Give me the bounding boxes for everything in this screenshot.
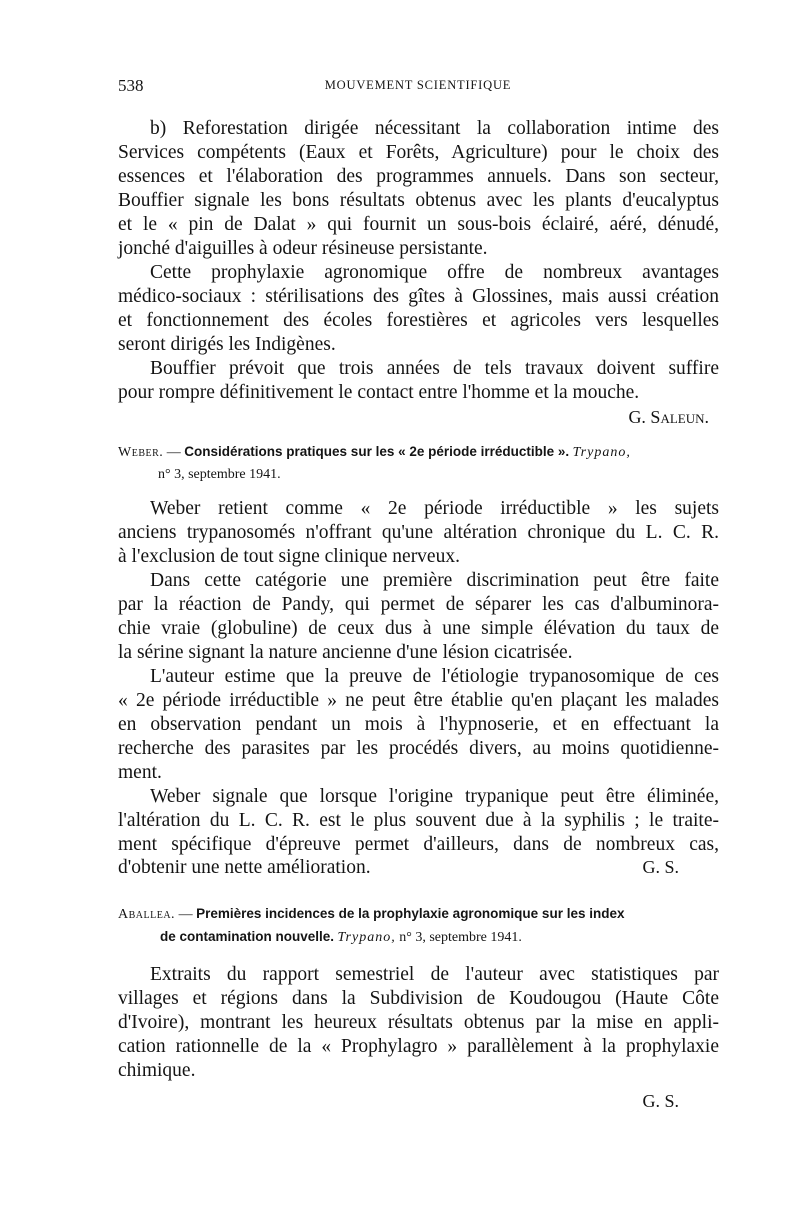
- reference-aballea: [118, 903, 719, 949]
- paragraph-line: Services compétents (Eaux et Forêts, Agriculture) pour le choix des: [118, 142, 719, 163]
- paragraph-line: recherche des parasites par les procédés divers, au moins quotidienne-: [118, 738, 719, 759]
- signature: G. S.: [642, 1091, 679, 1111]
- paragraph-line: cation rationnelle de la « Prophylagro » parallèlement à la prophylaxie: [118, 1036, 719, 1057]
- reference-line: [118, 926, 719, 949]
- section-aballea-review: [118, 963, 719, 1113]
- reference-line: [118, 464, 719, 486]
- reference-details: n° 3, septembre 1941.: [399, 930, 522, 945]
- paragraph-line: en observation pendant un mois à l'hypnoserie, et en effectuant la: [118, 714, 719, 735]
- paragraph-line: b) Reforestation dirigée nécessitant la collaboration intime des: [150, 118, 719, 139]
- paragraph-line: seront dirigés les Indigènes.: [118, 334, 336, 355]
- paragraph-line: jonché d'aiguilles à odeur résineuse persistante.: [118, 238, 488, 259]
- paragraph-line: ment spécifique d'épreuve permet d'ailleurs, dans de nombreux cas,: [118, 834, 719, 855]
- section-weber-review: [118, 497, 719, 879]
- paragraph-line: l'altération du L. C. R. est le plus souvent due à la syphilis ; le traite-: [118, 810, 719, 831]
- paragraph-line: Weber retient comme « 2e période irréductible » les sujets: [150, 498, 719, 519]
- paragraph-line: Cette prophylaxie agronomique offre de nombreux avantages: [150, 262, 719, 283]
- reference-journal: Trypano,: [572, 445, 631, 460]
- paragraph-line: et fonctionnement des écoles forestières et agricoles vers lesquelles: [118, 310, 719, 331]
- paragraph-line: médico-sociaux : stérilisations des gîtes à Glossines, mais aussi création: [118, 286, 719, 307]
- paragraph-line: « 2e période irréductible » ne peut être établie qu'en plaçant les malades: [118, 690, 719, 711]
- reference-journal: Trypano,: [337, 930, 396, 945]
- reference-title: de contamination nouvelle.: [160, 929, 335, 944]
- paragraph-line: d'obtenir une nette amélioration.: [118, 857, 371, 878]
- reference-line: [118, 441, 719, 464]
- signature: G. S.: [642, 857, 679, 877]
- paragraph-line: chimique.: [118, 1060, 196, 1081]
- reference-line: [118, 903, 719, 926]
- reference-dash: —: [178, 907, 193, 922]
- paragraph-line: villages et régions dans la Subdivision de Koudougou (Haute Côte: [118, 988, 719, 1009]
- reference-author: Aballea.: [118, 907, 176, 922]
- signature: G. Saleun.: [628, 407, 709, 427]
- paragraph-line: Bouffier prévoit que trois années de tels travaux doivent suffire: [150, 358, 719, 379]
- paragraph-line: L'auteur estime que la preuve de l'étiologie trypanosomique de ces: [150, 666, 719, 687]
- reference-author: Weber.: [118, 445, 164, 460]
- page-header: [118, 76, 718, 96]
- running-title: MOUVEMENT SCIENTIFIQUE: [324, 78, 512, 92]
- paragraph-line: par la réaction de Pandy, qui permet de séparer les cas d'albuminora-: [118, 594, 719, 615]
- paragraph-line: ment.: [118, 762, 162, 783]
- reference-details: n° 3, septembre 1941.: [158, 467, 281, 482]
- paragraph-line: Extraits du rapport semestriel de l'auteur avec statistiques par: [150, 964, 719, 985]
- paragraph-line: et le « pin de Dalat » qui fournit un sous-bois éclairé, aéré, dénudé,: [118, 214, 719, 235]
- closing-line-with-signature: [118, 857, 719, 879]
- reference-dash: —: [166, 445, 181, 460]
- paragraph-line: la sérine signant la nature ancienne d'une lésion cicatrisée.: [118, 642, 573, 663]
- reference-title: Considérations pratiques sur les « 2e période irréductible ».: [184, 444, 570, 459]
- reference-weber: [118, 441, 719, 486]
- paragraph-line: Dans cette catégorie une première discrimination peut être faite: [150, 570, 719, 591]
- page-number: 538: [118, 76, 144, 95]
- paragraph-line: Bouffier signale les bons résultats obtenus avec les plants d'eucalyptus: [118, 190, 719, 211]
- paragraph-line: Weber signale que lorsque l'origine trypanique peut être éliminée,: [150, 786, 719, 807]
- reference-title: Premières incidences de la prophylaxie agronomique sur les index: [196, 906, 625, 921]
- paragraph-line: d'Ivoire), montrant les heureux résultats obtenus par la mise en appli-: [118, 1012, 719, 1033]
- paragraph-line: chie vraie (globuline) de ceux dus à une simple élévation du taux de: [118, 618, 719, 639]
- paragraph-line: à l'exclusion de tout signe clinique nerveux.: [118, 546, 460, 567]
- paragraph-line: pour rompre définitivement le contact entre l'homme et la mouche.: [118, 382, 640, 403]
- paragraph-line: anciens trypanosomés n'offrant qu'une altération chronique du L. C. R.: [118, 522, 719, 543]
- paragraph-line: essences et l'élaboration des programmes annuels. Dans son secteur,: [118, 166, 719, 187]
- section-reforestation: [118, 117, 719, 429]
